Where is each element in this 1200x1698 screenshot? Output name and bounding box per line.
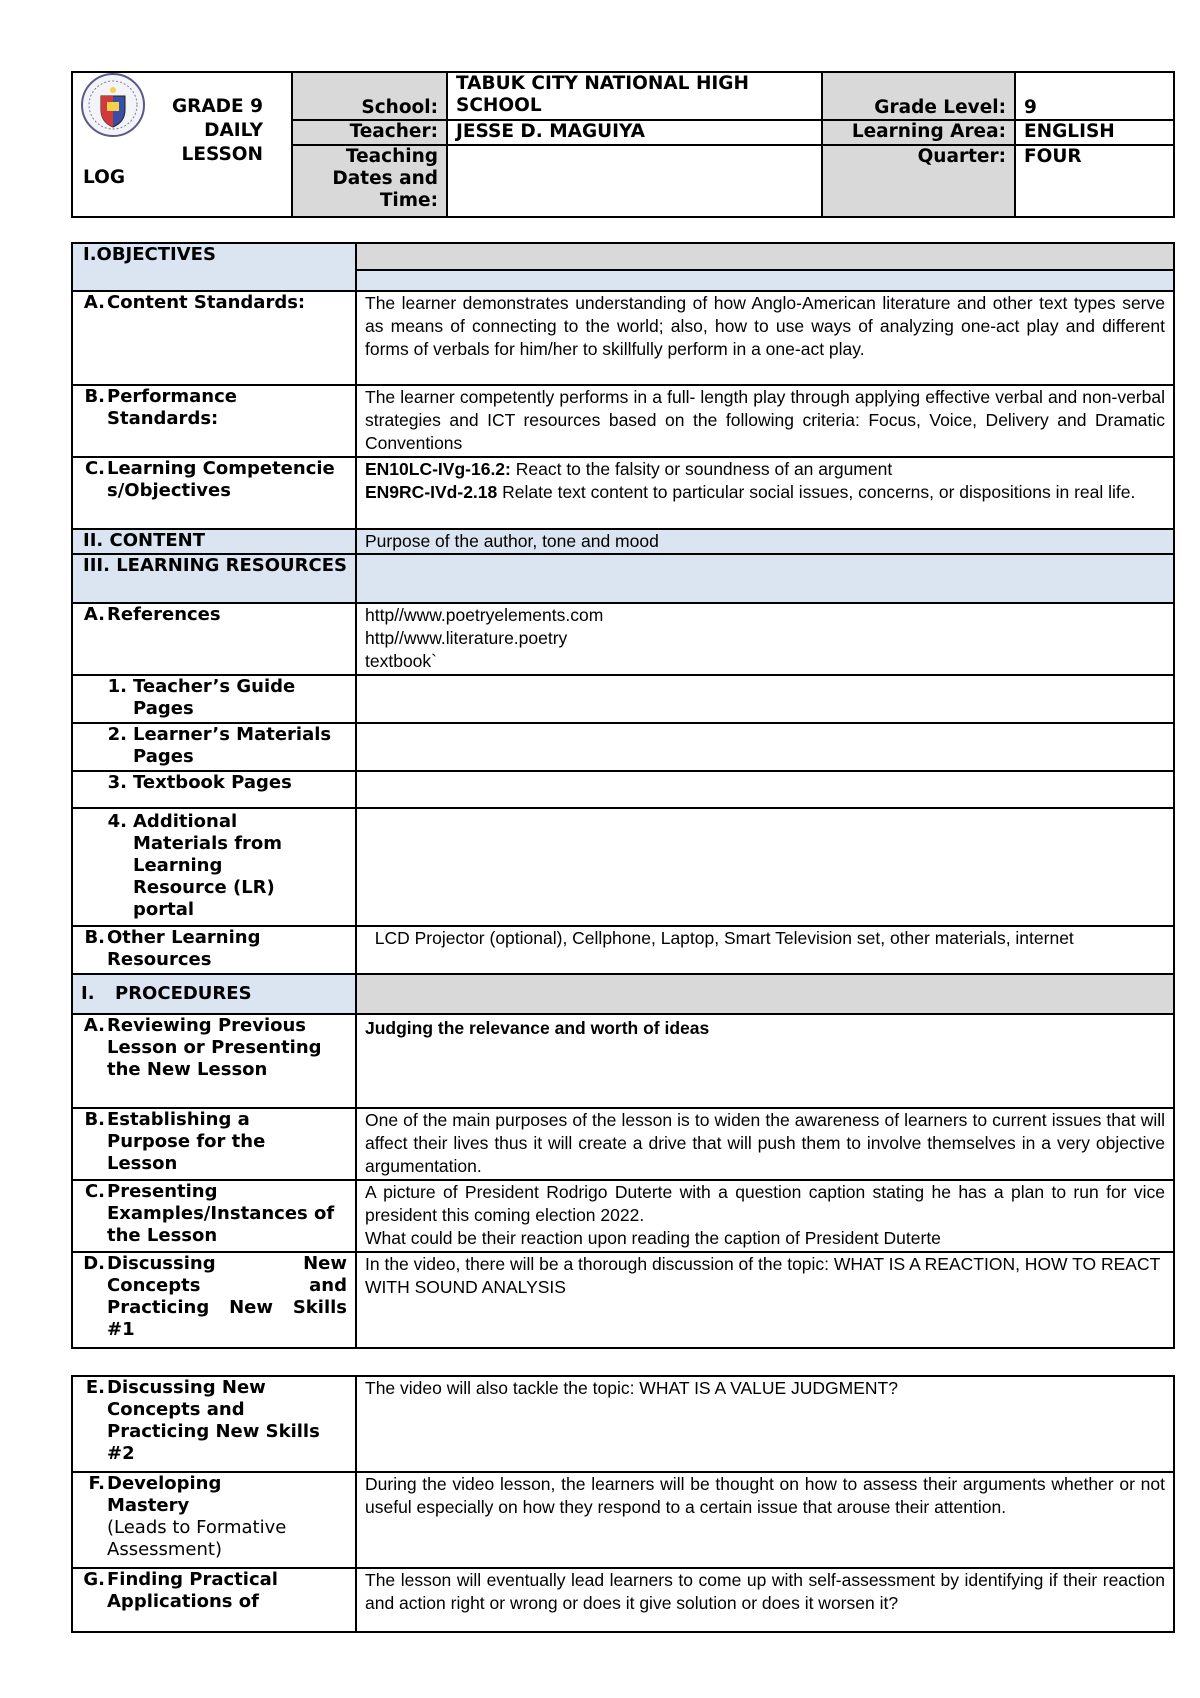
procedure-c-text-a: A picture of President Rodrigo Duterte with a question caption stating he has a plan to run for vice president this coming election 2022. bbox=[365, 1182, 1165, 1225]
grade-level-value: 9 bbox=[1015, 72, 1174, 120]
competency-text-1: React to the falsity or soundness of an argument bbox=[510, 459, 893, 479]
school-value-line-1: TABUK CITY NATIONAL HIGH bbox=[456, 73, 749, 94]
content-text: Purpose of the author, tone and mood bbox=[356, 529, 1174, 554]
competency-code-2: EN9RC-IVd-2.18 bbox=[365, 482, 498, 502]
procedure-b-label: B. Establishing a Purpose for the Lesson bbox=[72, 1108, 356, 1180]
procedure-f-label bbox=[72, 1472, 356, 1568]
objectives-spacer-gray bbox=[356, 243, 1174, 270]
procedure-c-label: C. Presenting Examples/Instances of the Lesson bbox=[72, 1180, 356, 1252]
procedure-a-marker: A. bbox=[83, 1015, 105, 1036]
other-resources-marker: B. bbox=[84, 927, 105, 948]
reference-1: http//www.poetryelements.com bbox=[365, 605, 604, 625]
teachers-guide-text bbox=[356, 675, 1174, 723]
textbook-pages-marker: 3. bbox=[107, 772, 127, 793]
reference-3: textbook` bbox=[365, 651, 437, 671]
quarter-label: Quarter: bbox=[822, 145, 1015, 217]
additional-materials-marker: 4. bbox=[107, 811, 127, 832]
title-line-2: DAILY bbox=[204, 120, 263, 141]
procedures-marker: I. bbox=[81, 983, 95, 1004]
additional-materials-label: 4. Additional Materials from Learning Resource (LR) portal bbox=[72, 808, 356, 926]
performance-standards-text: The learner competently performs in a full- length play through applying effective verbal and non-verbal strategies and ICT resources based on the following criteria: Focus, Voice, Delivery and Dramatic Conventions bbox=[356, 385, 1174, 457]
teacher-value: JESSE D. MAGUIYA bbox=[447, 120, 822, 145]
other-resources-label: B. Other Learning Resources bbox=[72, 926, 356, 974]
teachers-guide-marker: 1. bbox=[107, 676, 127, 697]
performance-standards-label: B. Performance Standards: bbox=[72, 385, 356, 457]
procedure-a-label: A. Reviewing Previous Lesson or Presenting the New Lesson bbox=[72, 1014, 356, 1108]
competency-text-2: Relate text content to particular social issues, concerns, or dispositions in real life. bbox=[497, 482, 1136, 502]
learners-materials-text bbox=[356, 723, 1174, 771]
grade-level-label: Grade Level: bbox=[822, 72, 1015, 120]
procedure-d-label: D. Discussing New Concepts and Practicing New Skills #1 bbox=[72, 1252, 356, 1348]
procedure-b-text: One of the main purposes of the lesson is to widen the awareness of learners to current issues that will affect their lives thus it will create a drive that will push them to involve themselves in a very objective argumentation. bbox=[356, 1108, 1174, 1180]
procedure-e-label: E. Discussing New Concepts and Practicing New Skills #2 bbox=[72, 1376, 356, 1472]
competencies-marker: C. bbox=[84, 458, 105, 479]
additional-materials-text bbox=[356, 808, 1174, 926]
dates-label-line-1: Teaching bbox=[345, 146, 438, 167]
procedures-heading bbox=[72, 974, 356, 1014]
title-line-4: LOG bbox=[83, 167, 126, 188]
dates-label-line-2: Dates and bbox=[332, 168, 438, 189]
deped-seal-icon bbox=[80, 72, 146, 138]
references-marker: A. bbox=[83, 604, 105, 625]
procedures-spacer bbox=[356, 974, 1174, 1014]
procedure-c-text bbox=[356, 1180, 1174, 1252]
header-table bbox=[71, 71, 1175, 218]
learners-materials-label: 2. Learner’s Materials Pages bbox=[72, 723, 356, 771]
school-value bbox=[447, 72, 822, 120]
procedures-title: PROCEDURES bbox=[115, 983, 252, 1004]
title-line-1: GRADE 9 bbox=[171, 96, 263, 117]
teachers-guide-label: 1. Teacher’s Guide Pages bbox=[72, 675, 356, 723]
school-label: School: bbox=[292, 72, 447, 120]
reference-2: http//www.literature.poetry bbox=[365, 628, 568, 648]
learning-area-label: Learning Area: bbox=[822, 120, 1015, 145]
title-line-3: LESSON bbox=[181, 144, 263, 165]
textbook-pages-text bbox=[356, 771, 1174, 808]
dates-value bbox=[447, 145, 822, 217]
dates-label bbox=[292, 145, 447, 217]
procedure-d-marker: D. bbox=[83, 1253, 105, 1274]
learning-resources-heading: III. LEARNING RESOURCES bbox=[72, 554, 356, 603]
objectives-heading: I.OBJECTIVES bbox=[72, 243, 356, 291]
objectives-spacer-blue bbox=[356, 270, 1174, 291]
content-standards-text: The learner demonstrates understanding of how Anglo-American literature and other text types serve as means of connecting to the world; also, how to use ways of analyzing one-act play and different forms of verbals for him/her to skillfully perform in a one-act play. bbox=[356, 291, 1174, 385]
procedure-e-marker: E. bbox=[85, 1377, 105, 1398]
procedure-g-text: The lesson will eventually lead learners to come up with self-assessment by identifying if their reaction and action right or wrong or does it give solution or does it worsen it? bbox=[356, 1568, 1174, 1632]
procedure-f-marker: F. bbox=[88, 1473, 105, 1494]
procedure-f-title: Developing Mastery bbox=[107, 1473, 222, 1516]
other-resources-text: LCD Projector (optional), Cellphone, Laptop, Smart Television set, other materials, internet bbox=[356, 926, 1174, 974]
references-label: A. References bbox=[72, 603, 356, 675]
learners-materials-marker: 2. bbox=[107, 724, 127, 745]
procedure-f-text: During the video lesson, the learners will be thought on how to assess their arguments whether or not useful especially on how they respond to a certain issue that arouse their attention. bbox=[356, 1472, 1174, 1568]
quarter-value: FOUR bbox=[1015, 145, 1174, 217]
learning-area-value: ENGLISH bbox=[1015, 120, 1174, 145]
references-text bbox=[356, 603, 1174, 675]
procedure-e-text: The video will also tackle the topic: WHAT IS A VALUE JUDGMENT? bbox=[356, 1376, 1174, 1472]
textbook-pages-label: 3. Textbook Pages bbox=[72, 771, 356, 808]
procedure-c-text-b: What could be their reaction upon reading the caption of President Duterte bbox=[365, 1228, 941, 1248]
teacher-label: Teacher: bbox=[292, 120, 447, 145]
competency-code-1: EN10LC-IVg-16.2: bbox=[365, 459, 511, 479]
procedure-a-text: Judging the relevance and worth of ideas bbox=[356, 1014, 1174, 1108]
continuation-table bbox=[71, 1375, 1175, 1633]
content-standards-label: A. Content Standards: bbox=[72, 291, 356, 385]
procedure-g-label: G. Finding Practical Applications of bbox=[72, 1568, 356, 1632]
performance-standards-marker: B. bbox=[84, 386, 105, 407]
procedure-c-marker: C. bbox=[84, 1181, 105, 1202]
procedure-b-marker: B. bbox=[84, 1109, 105, 1130]
content-standards-marker: A. bbox=[83, 292, 105, 313]
school-value-line-2: SCHOOL bbox=[456, 95, 542, 116]
competencies-text bbox=[356, 457, 1174, 529]
learning-resources-spacer bbox=[356, 554, 1174, 603]
procedure-g-marker: G. bbox=[83, 1569, 105, 1590]
competencies-label: C. Learning Competencies/Objectives bbox=[72, 457, 356, 529]
procedure-d-text: In the video, there will be a thorough discussion of the topic: WHAT IS A REACTION, HOW TO REACT WITH SOUND ANALYSIS bbox=[356, 1252, 1174, 1348]
dates-label-line-3: Time: bbox=[379, 190, 438, 211]
main-table bbox=[71, 242, 1175, 1349]
content-heading: II. CONTENT bbox=[72, 529, 356, 554]
procedure-f-sublabel: (Leads to Formative Assessment) bbox=[107, 1517, 287, 1560]
